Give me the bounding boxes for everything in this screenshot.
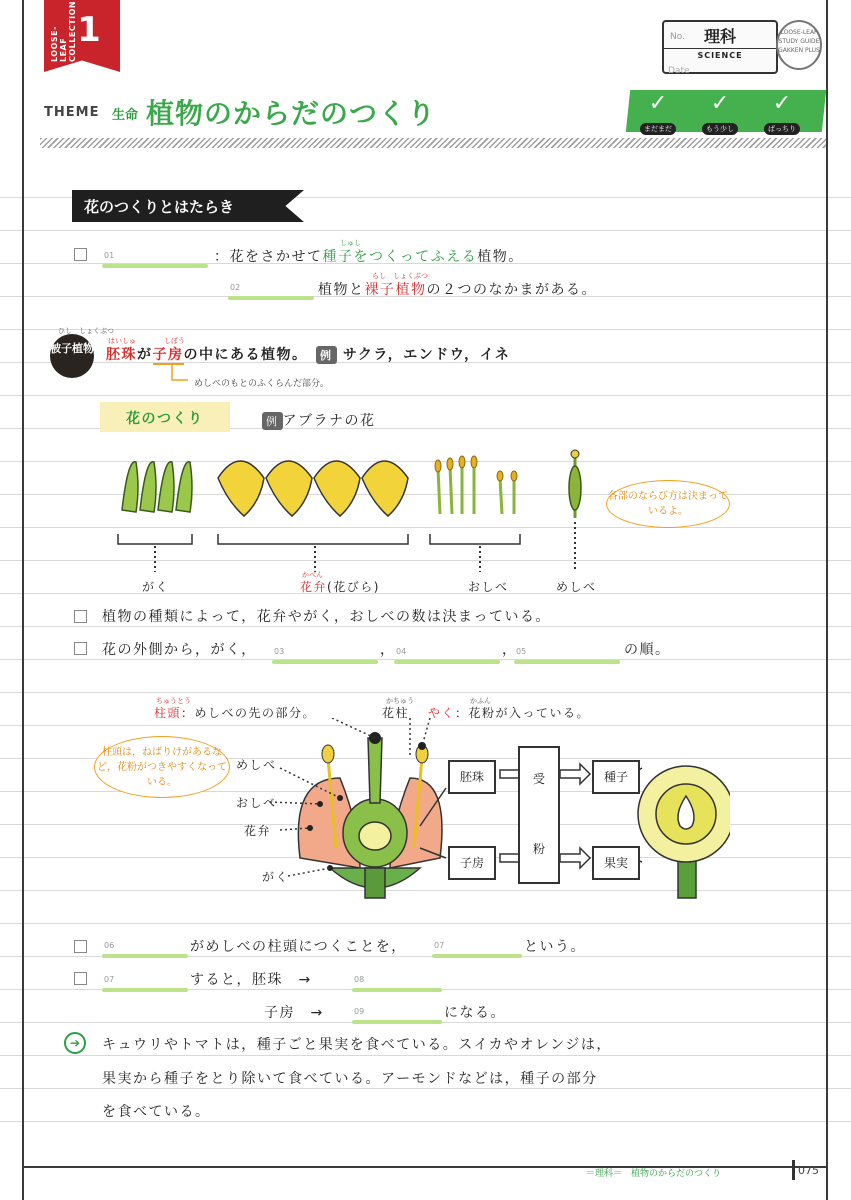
check-label: ばっちり <box>764 123 800 135</box>
blank-03[interactable]: 03 <box>272 660 378 664</box>
line-species: 植物の種類によって，花弁やがく，おしべの数は決まっている。 <box>102 609 551 625</box>
brackets <box>118 534 520 544</box>
section-title: 花のつくりとはたらき <box>84 198 235 216</box>
checkbox-2[interactable] <box>74 610 87 623</box>
example-tag: 例 <box>316 346 337 364</box>
sepals <box>122 462 192 512</box>
ruby-kafun: かふん <box>470 697 491 705</box>
ruby-rashi: らし しょくぶつ <box>372 272 428 280</box>
page-number: 075 <box>798 1164 819 1177</box>
date-label: Date <box>668 66 690 76</box>
line-order-end: の順。 <box>624 642 671 658</box>
line-pollination-end: という。 <box>524 939 586 955</box>
abrana-example: 例 アブラナの花 <box>262 410 376 430</box>
comma-2: ， <box>502 642 518 658</box>
label-oshibe: おしべ <box>468 580 509 594</box>
footer-background <box>0 1150 851 1200</box>
diag-label-gaku: がく <box>262 870 290 884</box>
check-icon: ✓ <box>772 91 792 116</box>
blank-07a[interactable]: 07 <box>432 954 522 958</box>
conclusion-line-3: を食べている。 <box>102 1104 211 1120</box>
subject-tag: 生命 <box>112 108 139 123</box>
stigma-label: 柱頭：めしべの先の部分。 <box>154 706 317 720</box>
ovary <box>343 732 407 867</box>
bubble-stigma: 柱頭は，ねばりけがあるなど，花粉がつきやすくなっている。 <box>94 736 230 798</box>
shibou-note: めしべのもとのふくらんだ部分。 <box>194 379 330 389</box>
ribbon-number: 1 <box>77 10 101 50</box>
checkbox-1[interactable] <box>74 248 87 261</box>
blank-02[interactable]: 02 <box>228 296 314 300</box>
blank-05[interactable]: 05 <box>514 660 620 664</box>
line-after-end: になる。 <box>444 1005 506 1021</box>
blank-06[interactable]: 06 <box>102 954 188 958</box>
stamp-subject: 理科 <box>703 27 736 46</box>
checkbox-5[interactable] <box>74 972 87 985</box>
checkbox-4[interactable] <box>74 940 87 953</box>
dotted-leaders <box>155 522 575 572</box>
line-after-2: 子房 → <box>264 1005 324 1021</box>
ruby-kaben: かべん <box>302 571 323 579</box>
footer-title: ＝理科＝ 植物のからだのつくり <box>586 1169 722 1179</box>
check-icon: ✓ <box>648 91 668 116</box>
conclusion-line-2: 果実から種子をとり除いて食べている。アーモンドなどは，種子の部分 <box>102 1071 598 1087</box>
check-madamada[interactable] <box>628 92 688 135</box>
ribbon-label: LOOSE-LEAF COLLECTION <box>50 0 77 62</box>
check-bacchiri[interactable] <box>752 92 812 135</box>
checkbox-3[interactable] <box>74 642 87 655</box>
box-ju: 受 <box>532 772 545 786</box>
bubble-order: 各部のならび方は決まっているよ。 <box>606 480 730 528</box>
angiosperm-badge: 被子植物 <box>50 334 94 378</box>
line-after-1: すると，胚珠 → <box>190 972 312 988</box>
frame-left <box>22 0 24 1200</box>
study-guide-badge: LOOSE-LEAF STUDY GUIDE GAKKEN PLUS <box>776 20 822 70</box>
frame-right <box>826 0 828 1200</box>
ruby-hishi: ひし しょくぶつ <box>58 327 114 335</box>
stamp-no: No. <box>670 32 685 42</box>
box-fun: 粉 <box>532 842 545 856</box>
stamens <box>435 456 517 514</box>
box-haishu: 胚珠 <box>448 760 496 794</box>
page-title: 植物のからだのつくり <box>146 97 437 130</box>
anther-label: やく：花粉が入っている。 <box>428 706 591 720</box>
line-angiosperm: 胚珠が子房の中にある植物。 例 サクラ，エンドウ，イネ <box>106 347 511 363</box>
arrow-right-icon: ➔ <box>64 1032 86 1054</box>
shibou-pointer <box>160 362 190 386</box>
flower-cross-section <box>270 718 730 902</box>
check-label: もう少し <box>702 123 738 135</box>
label-kaben: 花弁(花びら) <box>300 580 380 594</box>
theme-label: THEME <box>44 105 100 120</box>
header-divider <box>40 138 826 148</box>
diag-label-kaben: 花弁 <box>244 824 272 838</box>
structure-tag: 花のつくり <box>126 411 204 427</box>
ruby-shibou: しぼう <box>164 337 185 345</box>
blank-01[interactable]: 01 <box>102 264 208 268</box>
stem <box>365 868 385 898</box>
line-order: 花の外側から，がく， <box>102 642 257 658</box>
stamp-subject-en: SCIENCE <box>664 48 776 60</box>
box-shushi: 種子 <box>592 760 640 794</box>
label-gaku: がく <box>142 580 170 594</box>
conclusion-line-1: キュウリやトマトは，種子ごと果実を食べている。スイカやオレンジは， <box>102 1037 612 1053</box>
seed-fruit <box>638 766 730 898</box>
check-icon: ✓ <box>710 91 730 116</box>
diag-label-meshibe: めしべ <box>236 758 277 772</box>
box-kajitsu: 果実 <box>592 846 640 880</box>
line-pollination: がめしべの柱頭につくことを， <box>190 939 407 955</box>
petals <box>218 461 408 516</box>
diag-label-oshibe: おしべ <box>236 796 277 810</box>
label-meshibe: めしべ <box>556 580 597 594</box>
ruby-chutou: ちゅうとう <box>156 697 191 705</box>
comma-1: ， <box>380 642 396 658</box>
style-label: 花柱 <box>382 706 410 720</box>
check-label: まだまだ <box>640 123 676 135</box>
line-two-groups: 植物と裸子植物の２つのなかまがある。 <box>318 282 597 298</box>
ruby-shushi: しゅし <box>340 239 361 247</box>
line-angiosperm-def: ：花をさかせて種子をつくってふえる植物。 <box>214 249 524 265</box>
pistil <box>569 450 581 518</box>
check-mousukoshi[interactable] <box>690 92 750 135</box>
ruby-kachu: かちゅう <box>386 697 414 705</box>
box-pollination <box>518 746 560 884</box>
flower-parts-illustration <box>110 448 590 578</box>
page-bar <box>792 1160 795 1180</box>
ruby-haishu: はいしゅ <box>108 337 136 345</box>
blank-07b[interactable]: 07 <box>102 988 188 992</box>
blank-08[interactable]: 08 <box>352 988 442 992</box>
blank-09[interactable]: 09 <box>352 1020 442 1024</box>
blank-04[interactable]: 04 <box>394 660 500 664</box>
box-shibou: 子房 <box>448 846 496 880</box>
